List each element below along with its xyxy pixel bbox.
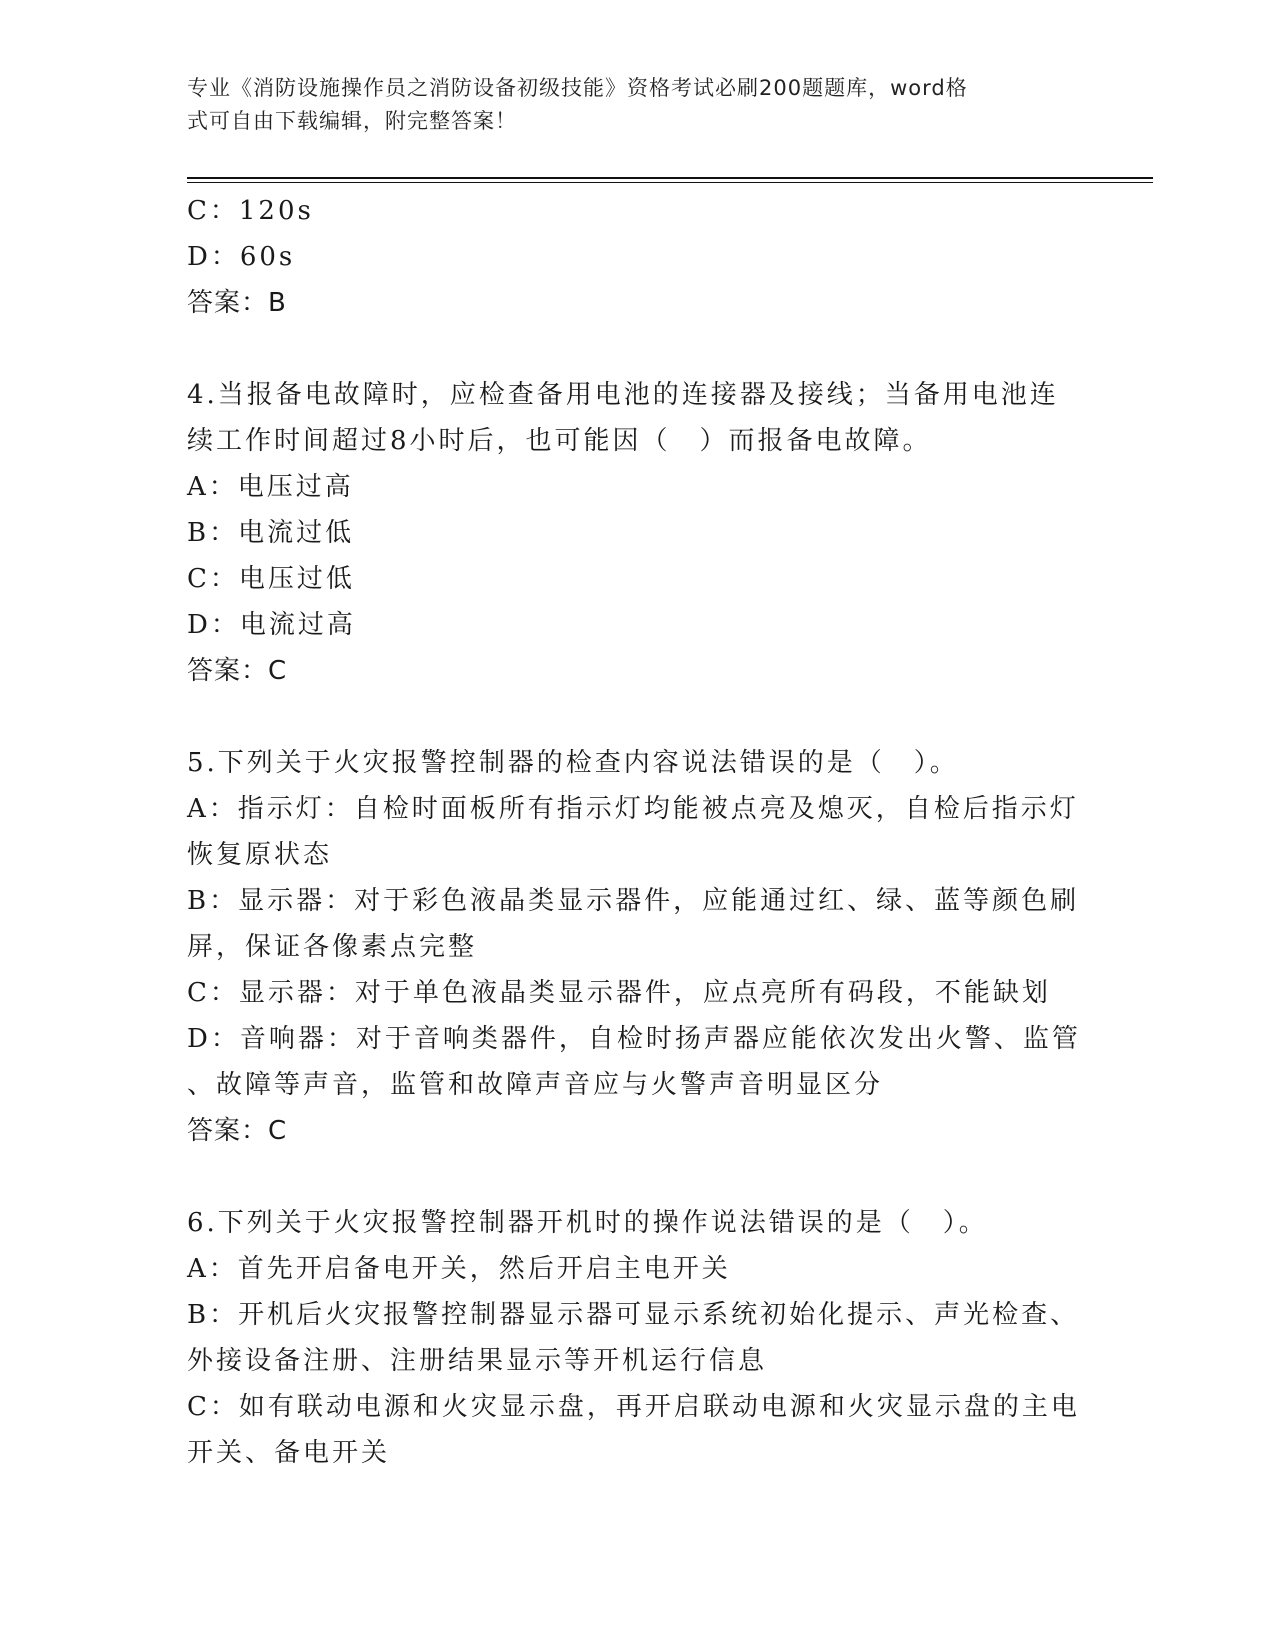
option-c: C：电压过低 bbox=[187, 564, 355, 594]
option-b: B：开机后火灾报警控制器显示器可显示系统初始化提示、声光检查、 bbox=[187, 1300, 1080, 1330]
option-a: A：电压过高 bbox=[187, 472, 354, 502]
document-header bbox=[187, 72, 1067, 138]
prev-question-tail bbox=[187, 188, 1087, 326]
question-stem: 6.下列关于火灾报警控制器开机时的操作说法错误的是（ ）。 bbox=[187, 1208, 988, 1238]
option-b: B：显示器：对于彩色液晶类显示器件，应能通过红、绿、蓝等颜色刷 bbox=[187, 886, 1080, 916]
option-d: D：电流过高 bbox=[187, 610, 356, 640]
option-b-cont: 外接设备注册、注册结果显示等开机运行信息 bbox=[187, 1346, 768, 1376]
header-rule-thin bbox=[187, 182, 1153, 183]
question-stem: 5.下列关于火灾报警控制器的检查内容说法错误的是（ ）。 bbox=[187, 748, 959, 778]
option-c: C：如有联动电源和火灾显示盘，再开启联动电源和火灾显示盘的主电 bbox=[187, 1392, 1080, 1422]
header-rule-thick bbox=[187, 177, 1153, 179]
spacer bbox=[187, 694, 1087, 740]
answer-line: 答案：C bbox=[187, 1116, 288, 1146]
option-c: C：显示器：对于单色液晶类显示器件，应点亮所有码段，不能缺划 bbox=[187, 978, 1051, 1008]
document-body bbox=[187, 188, 1087, 1476]
spacer bbox=[187, 1154, 1087, 1200]
answer-line: 答案：C bbox=[187, 656, 288, 686]
option-a-cont: 恢复原状态 bbox=[187, 840, 333, 870]
option-d-cont: 、故障等声音，监管和故障声音应与火警声音明显区分 bbox=[187, 1070, 884, 1100]
option-c-cont: 开关、备电开关 bbox=[187, 1438, 391, 1468]
option-c: C：120s bbox=[187, 196, 314, 226]
answer-line: 答案：B bbox=[187, 288, 287, 318]
option-d: D：60s bbox=[187, 242, 296, 272]
option-b: B：电流过低 bbox=[187, 518, 355, 548]
header-line-2: 式可自由下载编辑，附完整答案！ bbox=[187, 109, 517, 133]
question-4 bbox=[187, 372, 1087, 694]
question-stem: 4.当报备电故障时，应检查备用电池的连接器及接线；当备用电池连 bbox=[187, 380, 1059, 410]
header-line-1: 专业《消防设施操作员之消防设备初级技能》资格考试必刷200题题库，word格 bbox=[187, 76, 968, 100]
option-a: A：指示灯：自检时面板所有指示灯均能被点亮及熄灭，自检后指示灯 bbox=[187, 794, 1079, 824]
question-stem: 续工作时间超过8小时后，也可能因（ ）而报备电故障。 bbox=[187, 426, 932, 456]
option-d: D：音响器：对于音响类器件，自检时扬声器应能依次发出火警、监管 bbox=[187, 1024, 1081, 1054]
spacer bbox=[187, 326, 1087, 372]
option-a: A：首先开启备电开关，然后开启主电开关 bbox=[187, 1254, 731, 1284]
option-b-cont: 屏，保证各像素点完整 bbox=[187, 932, 478, 962]
question-5 bbox=[187, 740, 1087, 1154]
question-6 bbox=[187, 1200, 1087, 1476]
